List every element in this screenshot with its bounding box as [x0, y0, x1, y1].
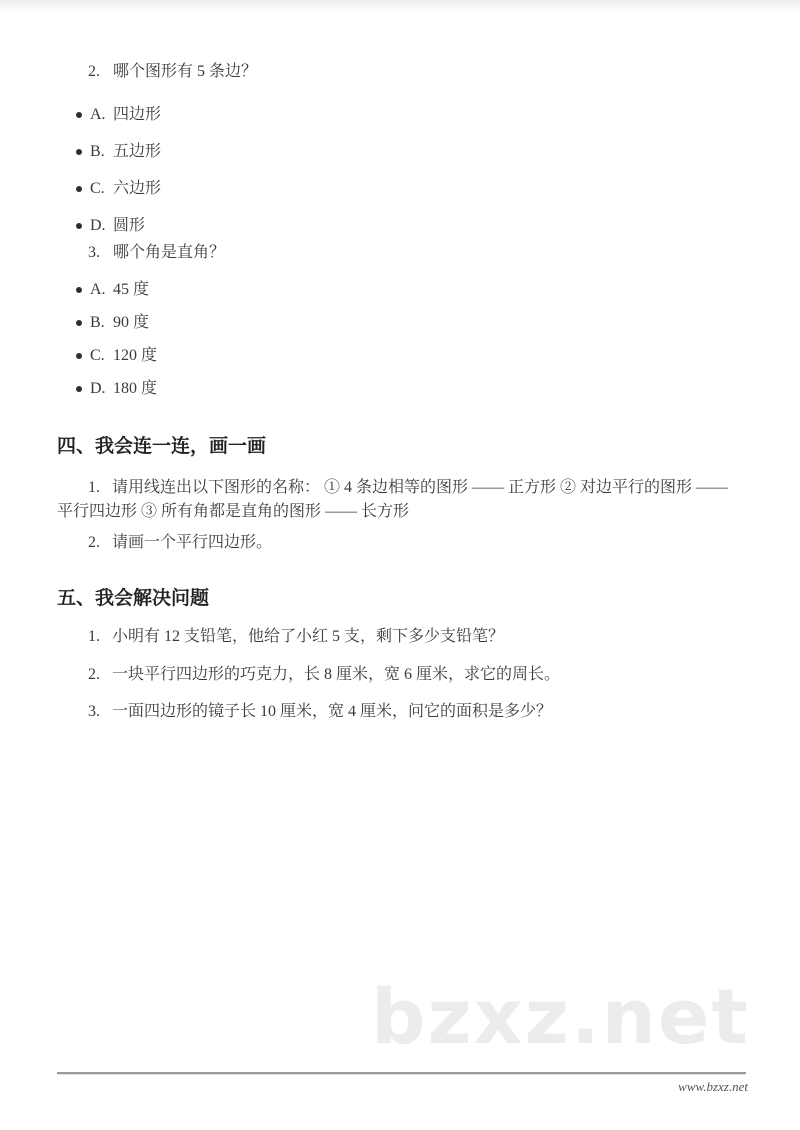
option-q3-d — [76, 380, 744, 398]
option-q2-b — [76, 143, 744, 161]
question-2-options — [57, 106, 744, 235]
option-q3-c — [76, 347, 744, 365]
question-3-text: 哪个角是直角？ — [113, 244, 226, 261]
bullet-icon — [76, 186, 82, 192]
footer-divider — [57, 1072, 746, 1075]
option-label: A. — [90, 106, 106, 123]
question-3-number: 3. — [88, 244, 100, 261]
option-label: C. — [90, 347, 105, 364]
option-q3-a — [76, 281, 744, 299]
item-number: 2. — [88, 666, 100, 683]
question-3-options — [57, 281, 744, 398]
option-text: 圆形 — [113, 217, 146, 234]
option-text: 五边形 — [113, 143, 162, 160]
option-label: A. — [90, 281, 106, 298]
option-label: B. — [90, 314, 105, 331]
item-text: 请用线连出以下图形的名称： ① 4 条边相等的图形 —— 正方形 ② 对边平行的图形 —— 平行四边形 ③ 所有角都是直角的图形 —— 长方形 — [57, 479, 729, 520]
option-label: D. — [90, 217, 106, 234]
question-2 — [88, 63, 744, 81]
site-watermark: bzxz.net — [371, 972, 750, 1061]
bullet-icon — [76, 353, 82, 359]
item-number: 3. — [88, 703, 100, 720]
section-5-item-1 — [57, 628, 744, 646]
option-q2-a — [76, 106, 744, 124]
option-q2-d — [76, 217, 744, 235]
item-text: 请画一个平行四边形。 — [112, 534, 273, 551]
option-label: B. — [90, 143, 105, 160]
section-5-item-3 — [57, 703, 744, 721]
option-text: 45 度 — [113, 281, 150, 298]
option-label: C. — [90, 180, 105, 197]
option-text: 180 度 — [113, 380, 158, 397]
item-number: 1. — [88, 479, 100, 496]
bullet-icon — [76, 149, 82, 155]
option-q2-c — [76, 180, 744, 198]
item-text: 一块平行四边形的巧克力，长 8 厘米，宽 6 厘米，求它的周长。 — [112, 666, 561, 683]
option-q3-b — [76, 314, 744, 332]
option-text: 90 度 — [113, 314, 150, 331]
section-5-heading: 五、我会解决问题 — [57, 587, 210, 609]
option-text: 四边形 — [113, 106, 162, 123]
bullet-icon — [76, 223, 82, 229]
footer-site-url: www.bzxz.net — [678, 1079, 748, 1094]
item-text: 小明有 12 支铅笔，他给了小红 5 支，剩下多少支铅笔？ — [112, 628, 505, 645]
bullet-icon — [76, 287, 82, 293]
section-5-item-2 — [57, 666, 744, 684]
section-4-heading: 四、我会连一连，画一画 — [57, 435, 267, 457]
option-text: 120 度 — [113, 347, 158, 364]
option-text: 六边形 — [113, 180, 162, 197]
section-4-item-1 — [57, 476, 744, 524]
bullet-icon — [76, 386, 82, 392]
question-2-number: 2. — [88, 63, 100, 80]
item-number: 2. — [88, 534, 100, 551]
bullet-icon — [76, 112, 82, 118]
option-label: D. — [90, 380, 106, 397]
section-4-item-2 — [57, 534, 744, 552]
question-3 — [88, 244, 744, 262]
bullet-icon — [76, 320, 82, 326]
item-number: 1. — [88, 628, 100, 645]
item-text: 一面四边形的镜子长 10 厘米，宽 4 厘米，问它的面积是多少？ — [112, 703, 553, 720]
question-2-text: 哪个图形有 5 条边？ — [113, 63, 258, 80]
